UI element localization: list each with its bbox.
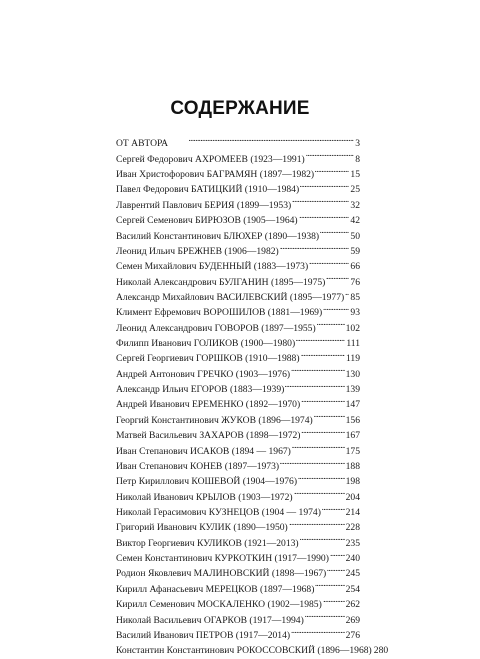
toc-entry-title: Сергей Федорович АХРОМЕЕВ (1923—1991) <box>116 153 305 165</box>
toc-entry <box>116 131 360 150</box>
toc-entry-title: Николай Герасимович КУЗНЕЦОВ (1904 — 1974) <box>116 506 321 518</box>
toc-entry-title: Семен Константинович КУРКОТКИН (1917—1990) <box>116 553 329 565</box>
toc-entry-page-number: 25 <box>350 184 360 196</box>
table-of-contents <box>116 131 389 657</box>
dot-leader <box>301 392 344 407</box>
toc-entry-title: Андрей Иванович ЕРЕМЕНКО (1892—1970) <box>116 399 301 411</box>
toc-entry-title: Иван Степанович ИСАКОВ (1894 — 1967) <box>116 445 291 457</box>
toc-entry-title: Иван Христофорович БАГРАМЯН (1897—1982) <box>116 169 315 181</box>
toc-entry-page-number: 235 <box>345 537 360 549</box>
toc-entry-page-number: 147 <box>345 399 360 411</box>
toc-entry-title: Климент Ефремович ВОРОШИЛОВ (1881—1969) <box>116 307 323 319</box>
toc-entry-title: Иван Степанович КОНЕВ (1897—1973) <box>116 460 280 472</box>
dot-leader <box>317 315 345 330</box>
dot-leader <box>299 208 350 223</box>
toc-entry-page-number: 214 <box>345 506 360 518</box>
toc-entry-title: Григорий Иванович КУЛИК (1890—1950) <box>116 522 288 534</box>
toc-entry-title: Николай Васильевич ОГАРКОВ (1917—1994) <box>116 614 304 626</box>
toc-entry-page-number: 262 <box>345 599 360 611</box>
toc-entry-page-number: 3 <box>355 138 360 150</box>
toc-entry-page-number: 102 <box>345 322 360 334</box>
dot-leader <box>327 561 344 576</box>
toc-entry-title: Павел Федорович БАТИЦКИЙ (1910—1984) <box>116 184 300 196</box>
toc-entry-page-number: 245 <box>345 568 360 580</box>
toc-entry-page-number: 280 <box>373 645 389 657</box>
toc-entry-title: Георгий Константинович ЖУКОВ (1896—1974) <box>116 414 313 426</box>
toc-entry-title: Василий Иванович ПЕТРОВ (1917—2014) <box>116 629 291 641</box>
toc-entry-page-number: 276 <box>345 629 360 641</box>
toc-entry-title: Сергей Георгиевич ГОРШКОВ (1910—1988) <box>116 353 300 365</box>
dot-leader <box>315 576 344 591</box>
dot-leader <box>345 285 349 300</box>
toc-entry-page-number: 139 <box>345 384 360 396</box>
toc-entry-title: Филипп Иванович ГОЛИКОВ (1900—1980) <box>116 338 296 350</box>
toc-entry-title: Василий Константинович БЛЮХЕР (1890—1938) <box>116 230 320 242</box>
toc-entry-page-number: 111 <box>346 338 360 350</box>
dot-leader <box>301 346 345 361</box>
toc-entry-page-number: 93 <box>350 307 360 319</box>
toc-entry-page-number: 167 <box>345 430 360 442</box>
toc-entry-page-number: 50 <box>350 230 360 242</box>
toc-entry-title: Кирилл Семенович МОСКАЛЕНКО (1902—1985) <box>116 599 322 611</box>
dot-leader <box>305 607 345 622</box>
dot-leader <box>300 530 345 545</box>
toc-entry-title: Матвей Васильевич ЗАХАРОВ (1898—1972) <box>116 430 301 442</box>
toc-entry-title: Николай Иванович КРЫЛОВ (1903—1972) <box>116 491 293 503</box>
toc-entry-title: Николай Александрович БУЛГАНИН (1895—1975) <box>116 276 326 288</box>
dot-leader <box>306 146 355 161</box>
toc-entry-page-number: 228 <box>345 522 360 534</box>
dot-leader <box>292 438 345 453</box>
dot-leader <box>296 331 345 346</box>
toc-entry-title: ОТ АВТОРА <box>116 138 169 150</box>
toc-entry-title: Леонид Александрович ГОВОРОВ (1897—1955) <box>116 322 316 334</box>
dot-leader <box>292 192 349 207</box>
toc-entry-title: Родион Яковлевич МАЛИНОВСКИЙ (1898—1967) <box>116 568 327 580</box>
toc-entry-page-number: 130 <box>345 368 360 380</box>
toc-entry-page-number: 119 <box>345 353 360 365</box>
toc-entry-title: Сергей Семенович БИРЮЗОВ (1905—1964) <box>116 215 298 227</box>
dot-leader <box>300 177 349 192</box>
dot-leader <box>330 546 345 561</box>
dot-leader <box>285 377 344 392</box>
toc-entry-page-number: 198 <box>345 476 360 488</box>
toc-entry-page-number: 156 <box>345 414 360 426</box>
page-title: СОДЕРЖАНИЕ <box>170 98 310 119</box>
toc-entry-title: Лаврентий Павлович БЕРИЯ (1899—1953) <box>116 199 292 211</box>
dot-leader <box>280 239 350 254</box>
dot-leader <box>169 131 354 146</box>
dot-leader <box>280 454 345 469</box>
toc-entry-page-number: 42 <box>350 215 360 227</box>
toc-entry-title: Леонид Ильич БРЕЖНЕВ (1906—1982) <box>116 245 279 257</box>
toc-entry-page-number: 254 <box>345 583 360 595</box>
dot-leader <box>315 162 349 177</box>
dot-leader <box>326 269 349 284</box>
toc-entry-page-number: 32 <box>350 199 360 211</box>
toc-entry-page-number: 15 <box>350 169 360 181</box>
toc-entry-page-number: 8 <box>355 153 360 165</box>
toc-entry-title: Петр Кириллович КОШЕВОЙ (1904—1976) <box>116 476 298 488</box>
toc-entry-title: Константин Константинович РОКОССОВСКИЙ (1896—1968) <box>116 645 372 657</box>
dot-leader <box>301 423 344 438</box>
toc-entry-title: Андрей Антонович ГРЕЧКО (1903—1976) <box>116 368 291 380</box>
toc-entry-page-number: 269 <box>345 614 360 626</box>
toc-entry-page-number: 175 <box>345 445 360 457</box>
dot-leader <box>323 300 349 315</box>
toc-entry-title: Александр Ильич ЕГОРОВ (1883—1939) <box>116 384 285 396</box>
toc-entry-title: Кирилл Афанасьевич МЕРЕЦКОВ (1897—1968) <box>116 583 315 595</box>
toc-entry-page-number: 59 <box>350 245 360 257</box>
toc-entry-page-number: 204 <box>345 491 360 503</box>
toc-entry-page-number: 85 <box>350 291 360 303</box>
dot-leader <box>289 515 345 530</box>
dot-leader <box>294 484 345 499</box>
dot-leader <box>320 223 349 238</box>
toc-entry-title: Семен Михайлович БУДЕННЫЙ (1883—1973) <box>116 261 309 273</box>
dot-leader <box>298 469 345 484</box>
toc-entry-page-number: 240 <box>345 553 360 565</box>
toc-entry-title: Александр Михайлович ВАСИЛЕВСКИЙ (1895—1977) <box>116 291 345 303</box>
toc-entry-page-number: 76 <box>350 276 360 288</box>
dot-leader <box>322 500 345 515</box>
toc-entry-title: Виктор Георгиевич КУЛИКОВ (1921—2013) <box>116 537 299 549</box>
toc-entry-page-number: 188 <box>345 460 360 472</box>
dot-leader <box>291 623 345 638</box>
toc-entry-page-number: 66 <box>350 261 360 273</box>
dot-leader <box>309 254 349 269</box>
dot-leader <box>323 592 345 607</box>
dot-leader <box>314 407 345 422</box>
dot-leader <box>291 361 345 376</box>
